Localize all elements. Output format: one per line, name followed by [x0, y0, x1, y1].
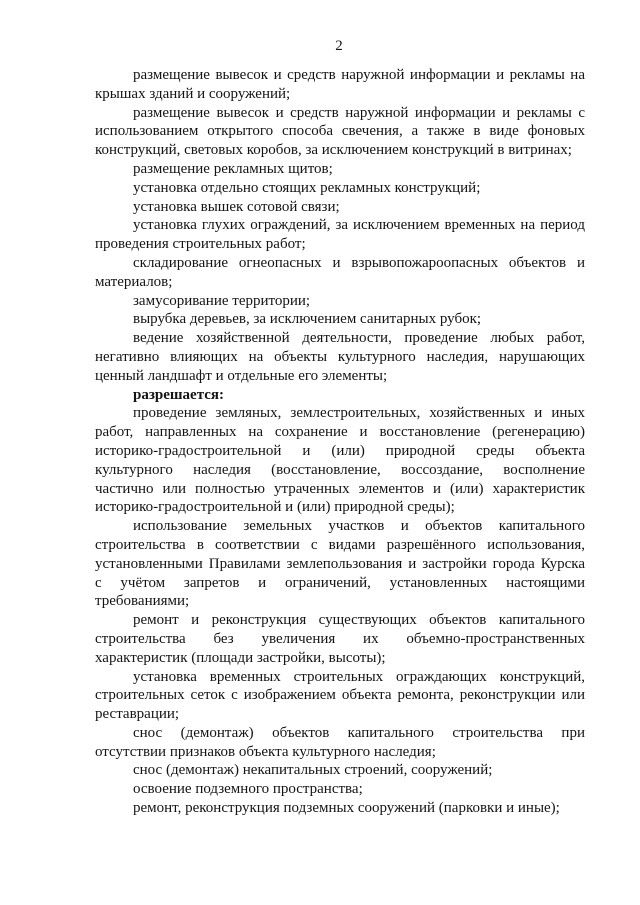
text-line: отсутствии признаков объекта культурного наследия;: [95, 743, 436, 760]
text-line: размещение вывесок и средств наружной информации и рекламы на: [133, 67, 585, 83]
paragraph: [95, 724, 585, 762]
text-line: историко-градостроительной и (или) природной среды);: [95, 499, 455, 516]
text-line: размещение рекламных щитов;: [133, 160, 333, 177]
text-line: требованиями;: [95, 593, 190, 610]
text-line: использование земельных участков и объектов капитального: [133, 518, 585, 535]
text-line: проведение земляных, землестроительных, хозяйственных и иных: [133, 405, 585, 422]
text-line: использованием открытого способа свечения, а также в виде фоновых: [95, 123, 585, 140]
text-line: историко-градостроительной и (или) природной среды объекта: [95, 442, 585, 459]
text-line: складирование огнеопасных и взрывопожароопасных объектов и: [133, 254, 585, 271]
text-line: ценный ландшафт и отдельные его элементы;: [95, 367, 388, 384]
section-heading: [95, 386, 585, 405]
text-line: освоение подземного пространства;: [133, 781, 363, 798]
text-line: установка временных строительных ограждающих конструкций,: [133, 668, 585, 685]
text-line: работ, направленных на сохранение и восстановление (регенерацию): [95, 424, 585, 441]
text-line: строительных сеток с изображением объекта ремонта, реконструкции или: [95, 687, 585, 704]
text-line: установка отдельно стоящих рекламных конструкций;: [133, 179, 481, 196]
text-line: крышах зданий и сооружений;: [95, 85, 291, 102]
paragraph: [95, 780, 585, 799]
paragraph: [95, 517, 585, 611]
text-line: негативно влияющих на объекты культурного наследия, нарушающих: [95, 348, 585, 365]
text-line: размещение вывесок и средств наружной информации и рекламы с: [133, 104, 585, 121]
text-line: материалов;: [95, 273, 173, 290]
text-line: характеристик (площади застройки, высоты);: [95, 649, 386, 666]
text-line: установленными Правилами землепользования и застройки города Курска: [95, 555, 585, 572]
text-line: с учётом запретов и ограничений, установленных настоящими: [95, 574, 585, 591]
page-number: 2: [335, 38, 343, 54]
paragraph: [95, 104, 585, 160]
paragraph: [95, 160, 585, 179]
paragraph: [95, 254, 585, 292]
paragraph: [95, 761, 585, 780]
text-line: вырубка деревьев, за исключением санитарных рубок;: [133, 311, 482, 328]
paragraph: [95, 611, 585, 667]
text-line: частично или полностью утраченных элементов и (или) характеристик: [95, 480, 585, 497]
paragraph: [95, 198, 585, 217]
text-line: ремонт и реконструкция существующих объектов капитального: [133, 612, 585, 629]
text-line: ведение хозяйственной деятельности, проведение любых работ,: [133, 330, 585, 347]
paragraph: [95, 216, 585, 254]
paragraph: [95, 799, 585, 818]
text-line: реставрации;: [95, 706, 180, 723]
text-line: проведения строительных работ;: [95, 236, 306, 253]
paragraph: [95, 404, 585, 517]
paragraph: [95, 310, 585, 329]
paragraph: [95, 179, 585, 198]
text-line: строительства без увеличения их объемно-пространственных: [95, 630, 585, 647]
paragraph: [95, 668, 585, 724]
text-line: строительства в соответствии с видами разрешённого использования,: [95, 536, 585, 553]
text-line: замусоривание территории;: [133, 292, 311, 309]
paragraph: [95, 329, 585, 385]
paragraph: [95, 66, 585, 104]
text-line: установка вышек сотовой связи;: [133, 198, 340, 215]
text-line: снос (демонтаж) объектов капитального строительства при: [133, 724, 585, 741]
document-body: [95, 66, 585, 818]
text-line: культурного наследия (восстановление, воссоздание, восполнение: [95, 461, 585, 478]
text-line: снос (демонтаж) некапитальных строений, сооружений;: [133, 762, 493, 779]
text-line: конструкций, световых коробов, за исключением конструкций в витринах;: [95, 142, 572, 159]
text-line: разрешается:: [133, 386, 225, 403]
text-line: установка глухих ограждений, за исключением временных на период: [133, 217, 585, 234]
text-line: ремонт, реконструкция подземных сооружений (парковки и иные);: [133, 800, 560, 817]
paragraph: [95, 292, 585, 311]
